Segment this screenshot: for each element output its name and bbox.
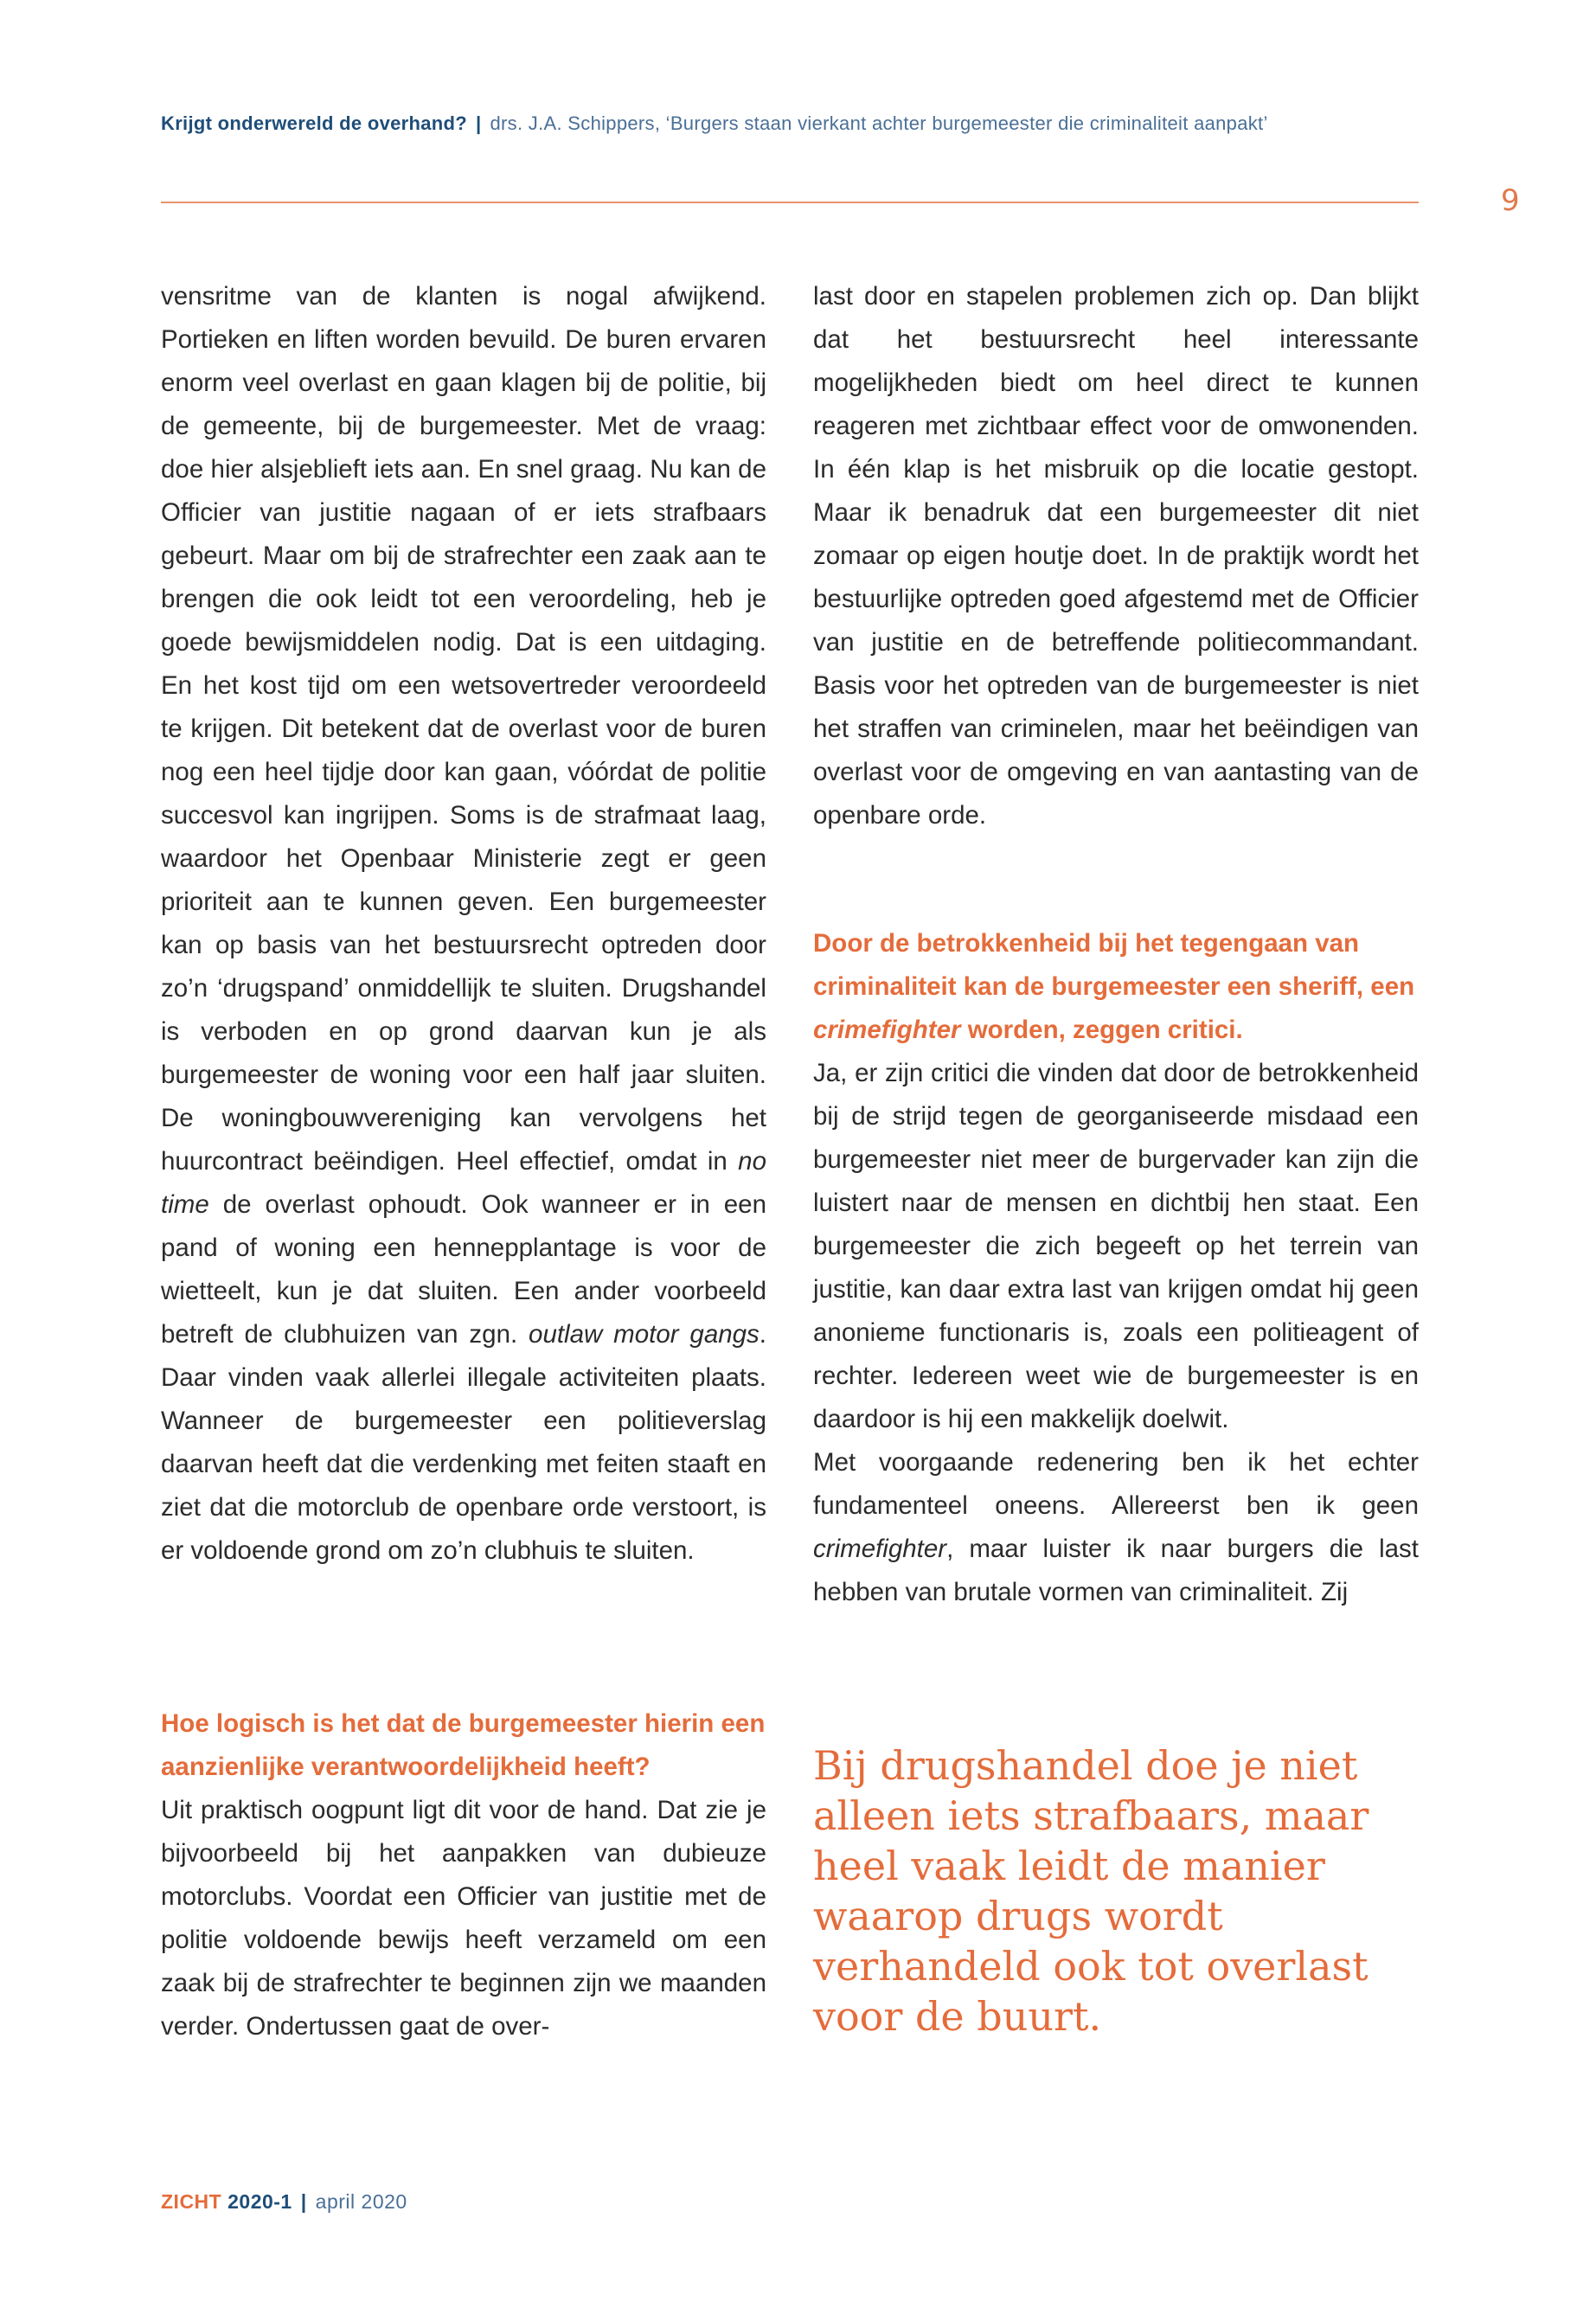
text-run: . Daar vinden vaak allerlei illegale activiteiten plaats. Wanneer de burgemeester een politieverslag daarvan heeft dat die verdenking met feiten staaft en ziet dat die motorclub de openbare orde verstoort, is er voldoende grond om zo’n clubhuis te sluiten. (161, 1320, 766, 1565)
interview-answer: Uit praktisch oogpunt ligt dit voor de hand. Dat zie je bijvoorbeeld bij het aanpakken van dubieuze motorclubs. Voordat een Officier van justitie met de politie voldoende bewijs heeft verzameld om een zaak bij de strafrechter te beginnen zijn we maanden verder. Ondertussen gaat de over- (161, 1796, 766, 2041)
interview-question: Hoe logisch is het dat de burgemeester hierin een aanzienlijke verantwoordelijkheid heeft? (161, 1709, 766, 1781)
header-rule (161, 202, 1419, 203)
footer-separator: | (300, 2190, 307, 2213)
right-paragraph: last door en stapelen problemen zich op. Dan blijkt dat het bestuursrecht heel interessante mogelijkheden biedt om heel direct te kunnen reageren met zichtbaar effect voor de omwonenden. In één klap is het misbruik op die locatie gestopt. Maar ik benadruk dat een burgemeester dit niet zomaar op eigen houtje doet. In de praktijk wordt het bestuurlijke optreden goed afgestemd met de Officier van justitie en de betreffende politiecommandant. Basis voor het optreden van de burgemeester is niet het straffen van criminelen, maar het beëindigen van overlast voor de omgeving en van aantasting van de openbare orde. (813, 282, 1419, 830)
interview-answer: Ja, er zijn critici die vinden dat door de betrokkenheid bij de strijd tegen de georganiseerde misdaad een burgemeester niet meer de burgervader kan zijn die luistert naar de mensen en dichtbij hen staat. Een burgemeester die zich begeeft op het terrein van justitie, kan daar extra last van krijgen omdat hij geen anonieme functionaris is, zoals een politieagent of rechter. Iedereen weet wie de burgemeester is en daardoor is hij een makkelijk doelwit. (813, 1059, 1419, 1433)
footer-date: april 2020 (315, 2190, 407, 2213)
running-header (161, 112, 1424, 135)
text-run: de overlast ophoudt. Ook wanneer er in een pand of woning een hennepplantage is voor de wietteelt, kun je dat sluiten. Een ander voorbeeld betreft de clubhuizen van zgn. (161, 1190, 766, 1349)
italic-run: no time (161, 1147, 766, 1219)
interview-answer (813, 1441, 1419, 1614)
header-subtitle: drs. J.A. Schippers, ‘Burgers staan vierkant achter burgemeester die criminaliteit aanpakt’ (490, 112, 1268, 134)
pull-quote: Bij drugshandel doe je niet alleen iets strafbaars, maar heel vaak leidt de manier waarop drugs wordt verhandeld ook tot overlast voor de buurt. (813, 1742, 1369, 2040)
footer-brand: ZICHT (161, 2190, 222, 2213)
page-number: 9 (1501, 183, 1520, 218)
header-separator: | (476, 112, 482, 134)
right-column-interview (813, 922, 1419, 1614)
italic-run: crimefighter (813, 1016, 961, 1044)
text-run: worden, zeggen critici. (960, 1016, 1243, 1044)
header-title: Krijgt onderwereld de overhand? (161, 112, 468, 134)
page-footer (161, 2190, 407, 2214)
footer-issue: 2020-1 (228, 2190, 292, 2213)
italic-run: outlaw motor gangs (529, 1320, 760, 1349)
text-run: Door de betrokkenheid bij het tegengaan van criminaliteit kan de burgemeester een sheriff, een (813, 929, 1415, 1001)
right-column-body (813, 275, 1419, 837)
left-column-body (161, 275, 766, 1573)
left-paragraph (161, 275, 766, 1573)
interview-question (813, 922, 1419, 1052)
left-column-interview (161, 1702, 766, 2048)
text-run: , maar luister ik naar burgers die last hebben van brutale vormen van criminaliteit. Zij (813, 1535, 1419, 1606)
text-run: vensritme van de klanten is nogal afwijkend. Portieken en liften worden bevuild. De buren ervaren enorm veel overlast en gaan klagen bij de politie, bij de gemeente, bij de burgemeester. Met de vraag: doe hier alsjeblieft iets aan. En snel graag. Nu kan de Officier van justitie nagaan of er iets strafbaars gebeurt. Maar om bij de strafrechter een zaak aan te brengen die ook leidt tot een veroordeling, heb je goede bewijsmiddelen nodig. Dat is een uitdaging. En het kost tijd om een wetsovertreder veroordeeld te krijgen. Dit betekent dat de overlast voor de buren nog een heel tijdje door kan gaan, vóórdat de politie succesvol kan ingrijpen. Soms is de strafmaat laag, waardoor het Openbaar Ministerie zegt er geen prioriteit aan te kunnen geven. Een burgemeester kan op basis van het bestuursrecht optreden door zo’n ‘drugspand’ onmiddellijk te sluiten. Drugshandel is verboden en op grond daarvan kun je als burgemeester de woning voor een half jaar sluiten. De woningbouwvereniging kan vervolgens het huurcontract beëindigen. Heel effectief, omdat in (161, 282, 766, 1176)
italic-run: crimefighter (813, 1535, 947, 1563)
text-run: Met voorgaande redenering ben ik het echter fundamenteel oneens. Allereerst ben ik geen (813, 1448, 1419, 1520)
